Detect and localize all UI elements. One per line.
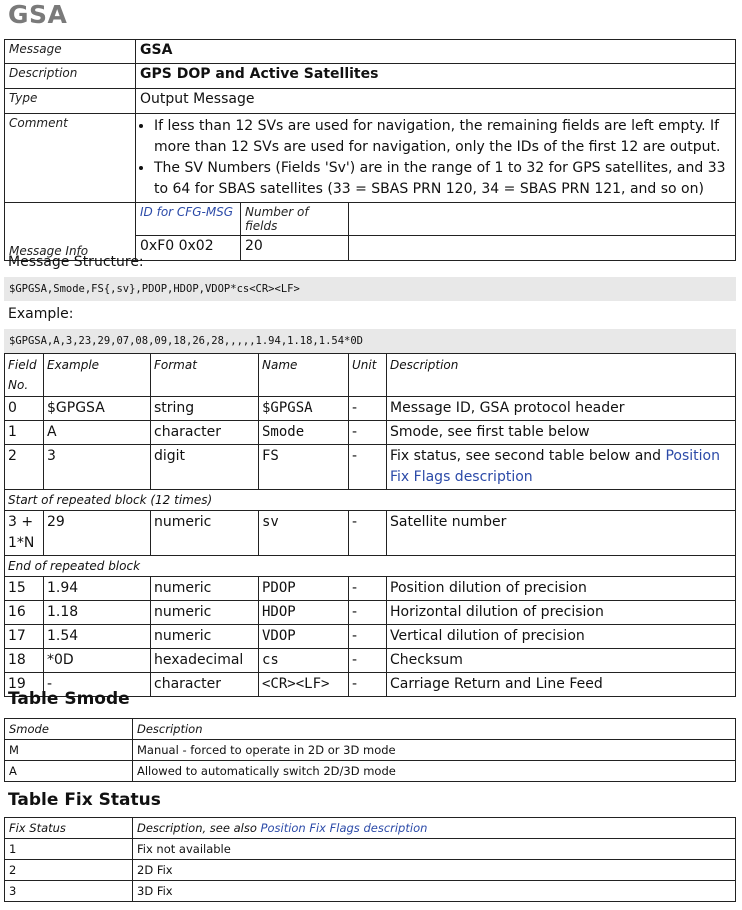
- info-empty-cell: [349, 203, 736, 236]
- fix-desc: Fix not available: [133, 839, 736, 860]
- table-row: [5, 839, 736, 860]
- table-row: [5, 860, 736, 881]
- field-no: 17: [5, 625, 44, 649]
- fix-desc: 2D Fix: [133, 860, 736, 881]
- field-desc: [387, 445, 736, 490]
- field-no: 15: [5, 577, 44, 601]
- col-header: [133, 818, 736, 839]
- field-desc: Checksum: [387, 649, 736, 673]
- field-unit: -: [349, 649, 387, 673]
- fields-table: [4, 353, 736, 697]
- field-no: 19: [5, 673, 44, 697]
- smode-table-title: Table Smode: [8, 689, 130, 709]
- message-value: GSA: [136, 40, 736, 64]
- structure-code: $GPGSA,Smode,FS{,sv},PDOP,HDOP,VDOP*cs<CR><LF>: [4, 277, 736, 301]
- field-no: 2: [5, 445, 44, 490]
- smode-table: [4, 718, 736, 782]
- info-empty-cell: [349, 236, 736, 261]
- description-value: GPS DOP and Active Satellites: [136, 64, 736, 89]
- table-row: [5, 445, 736, 490]
- field-name: $GPGSA: [259, 397, 349, 421]
- field-example: 1.94: [44, 577, 151, 601]
- comment-list: [140, 116, 731, 200]
- smode-key: M: [5, 740, 133, 761]
- id-header: ID for CFG-MSG: [136, 203, 241, 236]
- col-header: Smode: [5, 719, 133, 740]
- col-header: Unit: [349, 354, 387, 397]
- example-label: Example:: [8, 306, 74, 322]
- field-format: numeric: [151, 625, 259, 649]
- col-header: Fix Status: [5, 818, 133, 839]
- fix-key: 2: [5, 860, 133, 881]
- field-format: character: [151, 673, 259, 697]
- field-name: FS: [259, 445, 349, 490]
- field-example: 3: [44, 445, 151, 490]
- comment-item: • The SV Numbers (Fields 'Sv') are in the range of 1 to 32 for GPS satellites, and 33 to 64 for SBAS satellites (33 = SBAS PRN 120, 34 = SBAS PRN 121, and so on): [154, 158, 731, 200]
- type-label: Type: [5, 89, 136, 114]
- smode-desc: Manual - forced to operate in 2D or 3D mode: [133, 740, 736, 761]
- field-format: numeric: [151, 511, 259, 556]
- field-unit: -: [349, 577, 387, 601]
- field-example: *0D: [44, 649, 151, 673]
- fix-key: 1: [5, 839, 133, 860]
- fix-status-table-title: Table Fix Status: [8, 790, 161, 810]
- table-row: [5, 761, 736, 782]
- col-header: Description: [387, 354, 736, 397]
- col-header-text: Description, see also: [137, 821, 261, 835]
- fix-header-row: [5, 818, 736, 839]
- field-unit: -: [349, 511, 387, 556]
- field-desc: Position dilution of precision: [387, 577, 736, 601]
- col-header: Description: [133, 719, 736, 740]
- table-row: [5, 421, 736, 445]
- fix-key: 3: [5, 881, 133, 902]
- field-unit: -: [349, 601, 387, 625]
- comment-cell: [136, 114, 736, 203]
- table-row: [5, 577, 736, 601]
- field-example: 29: [44, 511, 151, 556]
- field-desc: Horizontal dilution of precision: [387, 601, 736, 625]
- message-info-label: Message Info: [5, 203, 136, 261]
- field-format: character: [151, 421, 259, 445]
- field-format: string: [151, 397, 259, 421]
- field-unit: -: [349, 421, 387, 445]
- table-row: [5, 625, 736, 649]
- page-title: GSA: [8, 0, 68, 29]
- col-header: Name: [259, 354, 349, 397]
- table-row: [5, 881, 736, 902]
- position-fix-flags-link[interactable]: Position Fix Flags description: [390, 448, 720, 485]
- field-name: cs: [259, 649, 349, 673]
- field-no: 16: [5, 601, 44, 625]
- table-row: [5, 397, 736, 421]
- message-info-table: [4, 39, 736, 261]
- field-unit: -: [349, 445, 387, 490]
- col-header: Field No.: [5, 354, 44, 397]
- fix-desc: 3D Fix: [133, 881, 736, 902]
- position-fix-flags-link[interactable]: Position Fix Flags description: [260, 821, 428, 835]
- field-example: A: [44, 421, 151, 445]
- col-header: Format: [151, 354, 259, 397]
- field-name: <CR><LF>: [259, 673, 349, 697]
- field-format: numeric: [151, 601, 259, 625]
- field-desc: Satellite number: [387, 511, 736, 556]
- field-desc: Carriage Return and Line Feed: [387, 673, 736, 697]
- field-no: 18: [5, 649, 44, 673]
- fix-status-table: [4, 817, 736, 902]
- smode-header-row: [5, 719, 736, 740]
- table-row: [5, 649, 736, 673]
- comment-label: Comment: [5, 114, 136, 203]
- message-label: Message: [5, 40, 136, 64]
- field-name: sv: [259, 511, 349, 556]
- field-example: 1.18: [44, 601, 151, 625]
- field-format: digit: [151, 445, 259, 490]
- field-name: VDOP: [259, 625, 349, 649]
- table-row: [5, 511, 736, 556]
- field-format: numeric: [151, 577, 259, 601]
- field-example: $GPGSA: [44, 397, 151, 421]
- smode-key: A: [5, 761, 133, 782]
- id-value: 0xF0 0x02: [136, 236, 241, 261]
- field-unit: -: [349, 673, 387, 697]
- field-no: 1: [5, 421, 44, 445]
- field-example: 1.54: [44, 625, 151, 649]
- field-format: hexadecimal: [151, 649, 259, 673]
- field-example: -: [44, 673, 151, 697]
- field-desc: Message ID, GSA protocol header: [387, 397, 736, 421]
- example-code: $GPGSA,A,3,23,29,07,08,09,18,26,28,,,,,1.94,1.18,1.54*0D: [4, 329, 736, 353]
- table-row: [5, 740, 736, 761]
- field-desc: Smode, see first table below: [387, 421, 736, 445]
- description-label: Description: [5, 64, 136, 89]
- repeat-end-row: [5, 556, 736, 577]
- field-name: Smode: [259, 421, 349, 445]
- nfields-value: 20: [241, 236, 349, 261]
- repeat-start-label: Start of repeated block (12 times): [5, 490, 736, 511]
- table-row: [5, 601, 736, 625]
- smode-desc: Allowed to automatically switch 2D/3D mode: [133, 761, 736, 782]
- type-value: Output Message: [136, 89, 736, 114]
- col-header: Example: [44, 354, 151, 397]
- field-unit: -: [349, 625, 387, 649]
- field-name: HDOP: [259, 601, 349, 625]
- comment-item: • If less than 12 SVs are used for navigation, the remaining fields are left empty. If more than 12 SVs are used for navigation, only the IDs of the first 12 are output.: [154, 116, 731, 158]
- field-no: 0: [5, 397, 44, 421]
- field-no: 3 + 1*N: [5, 511, 44, 556]
- repeat-end-label: End of repeated block: [5, 556, 736, 577]
- field-unit: -: [349, 397, 387, 421]
- fields-header-row: [5, 354, 736, 397]
- field-name: PDOP: [259, 577, 349, 601]
- field-desc: Vertical dilution of precision: [387, 625, 736, 649]
- field-desc-text: Fix status, see second table below and: [390, 448, 666, 464]
- repeat-start-row: [5, 490, 736, 511]
- structure-label: Message Structure:: [8, 254, 144, 270]
- nfields-header: Number of fields: [241, 203, 349, 236]
